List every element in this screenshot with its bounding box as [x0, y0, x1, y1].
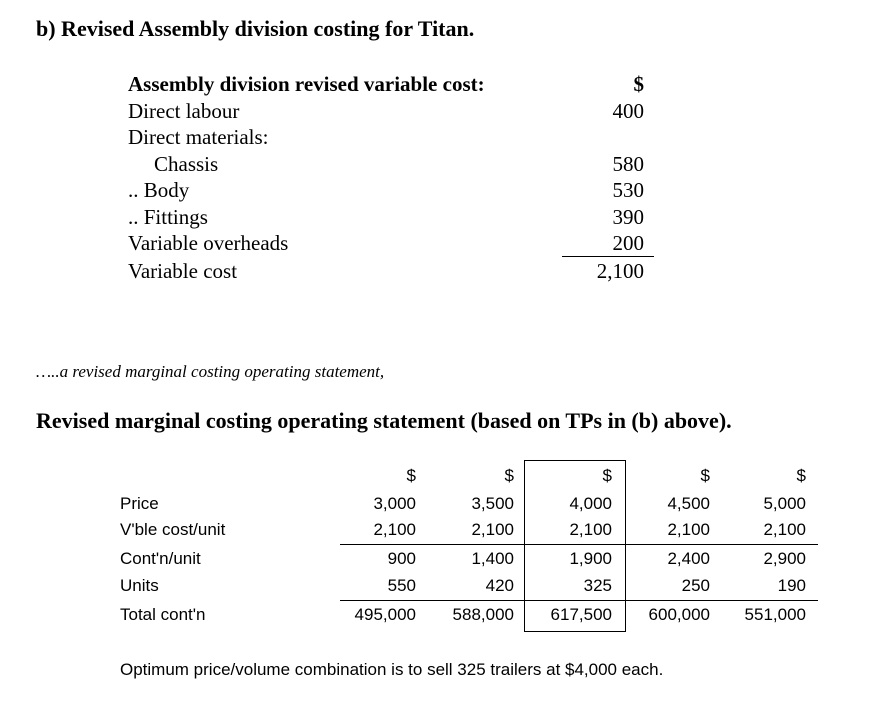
- cost-row-label: Chassis: [154, 152, 219, 176]
- cost-row-label: Variable overheads: [128, 231, 289, 255]
- statement-cell: 550: [387, 576, 416, 595]
- statement-cell: 420: [485, 576, 514, 595]
- statement-cell: 617,500: [550, 605, 612, 624]
- statement-cell: 2,100: [569, 520, 612, 539]
- col-currency: $: [602, 466, 612, 485]
- statement-cell: 1,400: [471, 549, 514, 568]
- statement-cell: 190: [777, 576, 806, 595]
- statement-rule-bottom: [340, 600, 818, 601]
- statement-cell: 2,400: [667, 549, 710, 568]
- statement-row-label: Price: [120, 494, 159, 513]
- section-heading: b) Revised Assembly division costing for Titan.: [36, 16, 475, 41]
- statement-cell: 2,100: [373, 520, 416, 539]
- cost-row-value: 580: [612, 152, 644, 176]
- col-currency: $: [504, 466, 514, 485]
- statement-cell: 2,100: [763, 520, 806, 539]
- statement-cell: 3,500: [471, 494, 514, 513]
- col-currency: $: [796, 466, 806, 485]
- cost-row-label: .. Body: [128, 178, 190, 202]
- statement-row-label: Units: [120, 576, 159, 595]
- col-currency: $: [700, 466, 710, 485]
- statement-row-label: Cont'n/unit: [120, 549, 201, 568]
- statement-cell: 3,000: [373, 494, 416, 513]
- cost-row-label: Variable cost: [128, 259, 238, 283]
- cost-row-value: 400: [612, 99, 644, 123]
- statement-row-label: V'ble cost/unit: [120, 520, 226, 539]
- statement-row-label: Total cont'n: [120, 605, 206, 624]
- statement-cell: 900: [387, 549, 416, 568]
- statement-cell: 2,100: [667, 520, 710, 539]
- conclusion-text: Optimum price/volume combination is to sell 325 trailers at $4,000 each.: [120, 660, 664, 679]
- col-currency: $: [406, 466, 416, 485]
- cost-row-total: 2,100: [596, 259, 644, 283]
- cost-row-value: 530: [612, 178, 644, 202]
- cost-row-label: Direct materials:: [128, 125, 269, 149]
- statement-cell: 495,000: [354, 605, 416, 624]
- variable-cost-title: Assembly division revised variable cost:: [128, 72, 485, 96]
- statement-cell: 1,900: [569, 549, 612, 568]
- subtotal-rule: [562, 256, 654, 257]
- cost-row-value: 390: [612, 205, 644, 229]
- statement-heading: Revised marginal costing operating statement (based on TPs in (b) above).: [36, 408, 732, 433]
- statement-cell: 5,000: [763, 494, 806, 513]
- statement-cell: 4,500: [667, 494, 710, 513]
- statement-cell: 325: [583, 576, 612, 595]
- statement-rule-top: [340, 544, 818, 545]
- cost-row-label: .. Fittings: [128, 205, 208, 229]
- statement-cell: 250: [681, 576, 710, 595]
- cost-row-label: Direct labour: [128, 99, 240, 123]
- variable-cost-currency: $: [633, 72, 644, 96]
- statement-cell: 2,900: [763, 549, 806, 568]
- statement-cell: 588,000: [452, 605, 514, 624]
- cost-row-value: 200: [612, 231, 644, 255]
- note-text: …..a revised marginal costing operating statement,: [36, 362, 385, 381]
- statement-cell: 2,100: [471, 520, 514, 539]
- statement-cell: 551,000: [744, 605, 806, 624]
- statement-cell: 4,000: [569, 494, 612, 513]
- statement-cell: 600,000: [648, 605, 710, 624]
